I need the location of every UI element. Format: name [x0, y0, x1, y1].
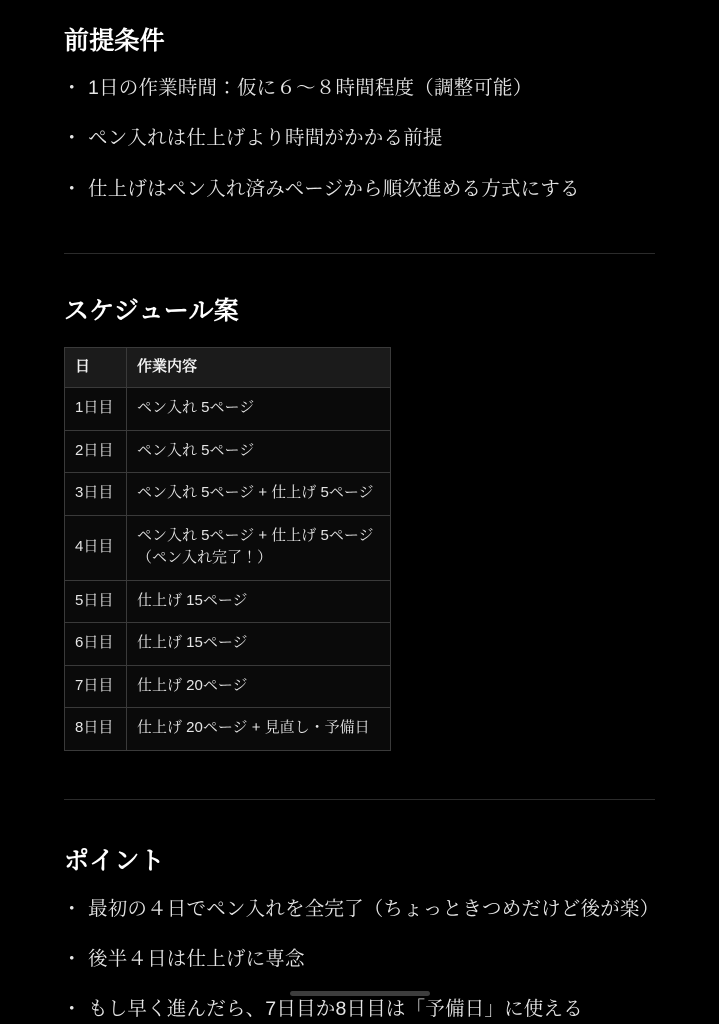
schedule-table	[64, 347, 391, 751]
section-title-prerequisites: 前提条件	[64, 27, 165, 55]
table-row	[65, 708, 391, 751]
cell-day: 6日目	[65, 623, 127, 666]
cell-day: 2日目	[65, 430, 127, 473]
section-title-schedule: スケジュール案	[64, 296, 239, 325]
cell-day: 8日目	[65, 708, 127, 751]
table-row	[65, 473, 391, 516]
prerequisites-list	[64, 74, 655, 203]
cell-task: ペン入れ 5ページ	[127, 430, 391, 473]
table-row	[65, 430, 391, 473]
table-row	[65, 515, 391, 580]
home-indicator	[290, 991, 430, 996]
list-item: ・ 後半４日は仕上げに専念	[64, 945, 655, 973]
cell-task: ペン入れ 5ページ	[127, 388, 391, 431]
column-header-task: 作業内容	[127, 347, 391, 388]
cell-task: ペン入れ 5ページ + 仕上げ 5ページ	[127, 473, 391, 516]
table-row	[65, 623, 391, 666]
cell-day: 1日目	[65, 388, 127, 431]
list-item: ・ もし早く進んだら、7日目か8日目は「予備日」に使える	[64, 995, 655, 1023]
cell-day: 4日目	[65, 515, 127, 580]
cell-task: 仕上げ 15ページ	[127, 580, 391, 623]
section-title-points: ポイント	[64, 846, 165, 875]
cell-day: 7日目	[65, 665, 127, 708]
list-item: ・ 1日の作業時間：仮に６〜８時間程度（調整可能）	[64, 74, 655, 102]
list-item: ・ ペン入れは仕上げより時間がかかる前提	[64, 124, 655, 152]
schedule-table-wrapper	[64, 347, 390, 751]
cell-task: ペン入れ 5ページ + 仕上げ 5ページ（ペン入れ完了！）	[127, 515, 391, 580]
cell-task: 仕上げ 15ページ	[127, 623, 391, 666]
table-row	[65, 388, 391, 431]
list-item: ・ 最初の４日でペン入れを全完了（ちょっときつめだけど後が楽）	[64, 895, 655, 923]
cell-task: 仕上げ 20ページ + 見直し・予備日	[127, 708, 391, 751]
cell-day: 3日目	[65, 473, 127, 516]
cell-day: 5日目	[65, 580, 127, 623]
table-row	[65, 665, 391, 708]
column-header-day: 日	[65, 347, 127, 388]
list-item: ・ 仕上げはペン入れ済みページから順次進める方式にする	[64, 175, 655, 203]
points-list	[64, 895, 660, 1024]
table-header-row	[65, 347, 391, 388]
table-row	[65, 580, 391, 623]
cell-task: 仕上げ 20ページ	[127, 665, 391, 708]
